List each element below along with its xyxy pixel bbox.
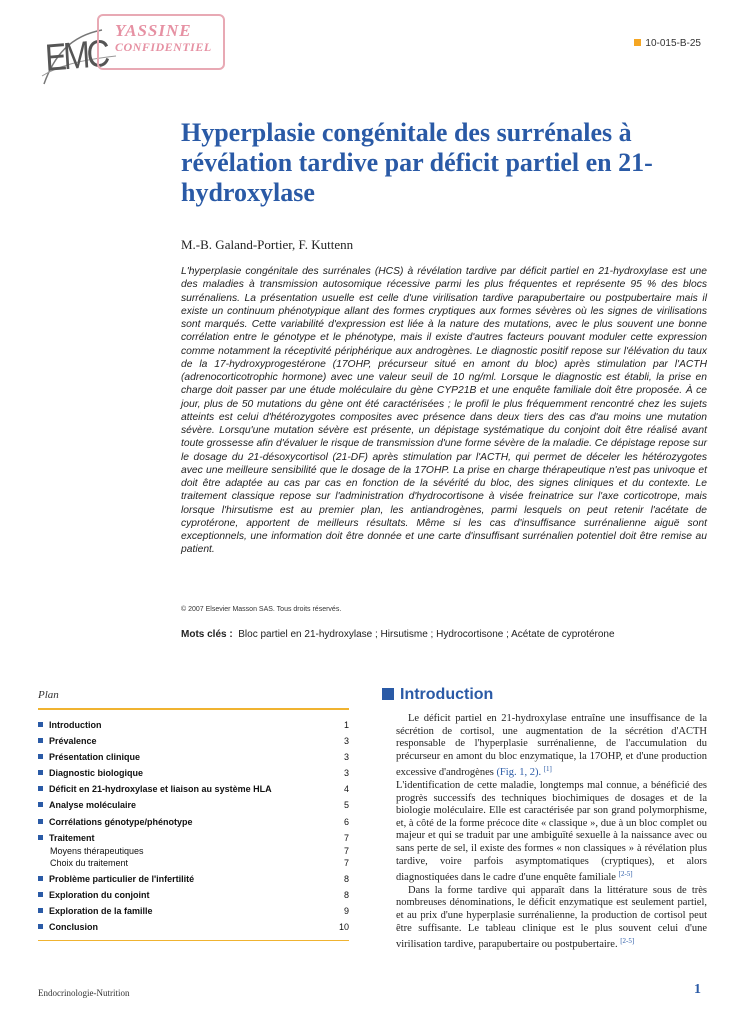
toc-item-conjoint[interactable]: Exploration du conjoint 8 (38, 887, 349, 903)
article-authors: M.-B. Galand-Portier, F. Kuttenn (181, 237, 354, 252)
toc-item-conclusion[interactable]: Conclusion 10 (38, 919, 349, 935)
bullet-icon (38, 802, 43, 807)
plan-bottom-divider (38, 940, 349, 941)
confidential-stamp (97, 14, 225, 70)
toc-item-infertilite[interactable]: Problème particulier de l'infertilité 8 (38, 871, 349, 887)
bullet-icon (38, 754, 43, 759)
bullet-icon (38, 924, 43, 929)
journal-section: Endocrinologie-Nutrition (38, 988, 130, 998)
citation-link[interactable]: [1] (543, 765, 552, 774)
bullet-icon (38, 835, 43, 840)
keywords-label: Mots clés : (181, 629, 233, 640)
copyright-notice: © 2007 Elsevier Masson SAS. Tous droits réservés. (181, 606, 342, 613)
plan-title: Plan (38, 689, 59, 701)
keywords-text: Bloc partiel en 21-hydroxylase ; Hirsutisme ; Hydrocortisone ; Acétate de cyprotérone (238, 629, 615, 640)
introduction-body (396, 713, 707, 952)
bullet-icon (38, 786, 43, 791)
bullet-icon (38, 770, 43, 775)
page-number: 1 (694, 982, 701, 997)
citation-link[interactable]: [2-5] (620, 937, 635, 946)
bullet-icon (38, 908, 43, 913)
stamp-name: YASSINE (115, 21, 192, 40)
toc-item-correlations[interactable]: Corrélations génotype/phénotype 6 (38, 814, 349, 830)
figure-reference-link[interactable]: (Fig. 1, 2). (496, 767, 542, 779)
document-reference (634, 38, 701, 49)
bullet-icon (38, 876, 43, 881)
introduction-heading-text: Introduction (400, 686, 494, 703)
square-bullet-icon (634, 39, 641, 46)
article-title: Hyperplasie congénitale des surrénales à révélation tardive par déficit partiel en 21-hydroxylase (181, 118, 653, 207)
bullet-icon (38, 738, 43, 743)
intro-paragraph-1: Le déficit partiel en 21-hydroxylase entraîne une insuffisance de la sécrétion de cortisol, une augmentation de la sécrétion d'ACTH responsable de l'hyperplasie surrénalienne, de l'accumulation du précurseur en amont du bloc enzymatique, la 17OHP, et d'une production excessive d'androgènes (Fig. 1, 2). [1] L'identification de cette maladie, longtemps mal connue, a bénéficié des progrès successifs des techniques biochimiques de dosages et de la biologie moléculaire. Elle est caractérisée par son grand polymorphisme, et, à côté de la forme précoce dite « classique », due à un bloc complet ou majeur et qui se traduit par une ambiguïté sexuelle à la naissance avec ou sans perte de sel, il existe des formes « non classiques » à révélation plus tardive, voire parfois asymptomatiques (cryptiques), et alors diagnostiquées dans le cadre d'une enquête familiale [2-5] (396, 713, 707, 884)
toc-subitem-moyens[interactable]: Moyens thérapeutiques 7 (50, 845, 349, 856)
bullet-icon (38, 722, 43, 727)
logo-text: EMC (43, 32, 108, 80)
toc-item-introduction[interactable]: Introduction 1 (38, 717, 349, 733)
toc-item-presentation-clinique[interactable]: Présentation clinique 3 (38, 749, 349, 765)
bullet-icon (38, 892, 43, 897)
bullet-icon (38, 819, 43, 824)
stamp-label: CONFIDENTIEL (115, 40, 212, 54)
citation-link[interactable]: [2-5] (618, 870, 633, 879)
toc-subitem-choix[interactable]: Choix du traitement 7 (50, 857, 349, 868)
toc-item-traitement[interactable]: Traitement 7 (38, 832, 349, 845)
toc-item-analyse-moleculaire[interactable]: Analyse moléculaire 5 (38, 797, 349, 813)
introduction-heading (382, 686, 493, 704)
square-heading-icon (382, 688, 394, 700)
toc-item-diagnostic-biologique[interactable]: Diagnostic biologique 3 (38, 765, 349, 781)
article-abstract: L'hyperplasie congénitale des surrénales (HCS) à révélation tardive par déficit partiel en 21-hydroxylase est une des maladies à transmission autosomique récessive parmi les plus fréquentes et représente 95 % des blocs surrénaliens. La présentation usuelle est celle d'une virilisation tardive parapubertaire ou postpubertaire mais il existe un continuum phénotypique allant des formes cryptiques aux formes sévères où les signes de virilisations sont marqués. Cette variabilité d'expression est liée à la nature des mutations, avec le plus souvent une bonne corrélation entre le génotype et le phénotype, mais il existe d'autres facteurs pouvant moduler cette expression comme notamment la réceptivité périphérique aux androgènes. Le diagnostic positif repose sur l'élévation du taux de la 17-hydroxyprogestérone (17OHP, précurseur situé en amont du bloc) après stimulation par l'ACTH (adrenocorticotrophic hormone) avec une valeur seuil de 10 ng/ml. Lorsque le diagnostic est établi, la prise en charge doit passer par une étude moléculaire du gène CYP21B et une enquête familiale doit être proposée. À ce jour, plus de 50 mutations du gène ont été caractérisées ; le profil le plus fréquemment rencontré chez les sujets atteints est celui d'hétérozygotes composites avec présence dans deux tiers des cas d'au moins une mutation sévère. Lorsqu'une mutation sévère est présente, un dépistage systématique du conjoint doit être réalisé avant toute grossesse afin d'évaluer le risque de transmission d'une forme sévère de la maladie. Ce dépistage repose sur le dosage du 21-désoxycortisol (21-DF) après stimulation par l'ACTH, qui permet de déceler les hétérozygotes avec une meilleure sensibilité que le dosage de la 17OHP. La prise en charge thérapeutique n'est pas univoque et doit être adaptée au cas par cas en fonction de la sévérité du bloc, des signes cliniques et du contexte. Le traitement classique repose sur l'administration d'hydrocortisone à visée freinatrice sur l'axe corticotrope, mais lorsque l'hirsutisme est au premier plan, les antiandrogènes, parmi lesquels on peut retenir l'acétate de cyprotérone, apportent de meilleurs résultats. Même si les cas d'insuffisance surrénalienne aiguë sont exceptionnels, une information doit être donnée et une carte d'insuffisant surrénalien potentiel doit être remise au patient. (181, 266, 707, 556)
intro-paragraph-2: Dans la forme tardive qui apparaît dans la littérature sous de très nombreuses dénominations, le déficit enzymatique est seulement partiel, et au prix d'une hyperplasie surrénalienne, la production de cortisol peut être suffisante. Le tableau clinique est le plus souvent celui d'une virilisation tardive, parapubertaire ou postpubertaire. [2-5] (396, 884, 707, 951)
toc-item-hla[interactable]: Déficit en 21-hydroxylase et liaison au système HLA 4 (38, 781, 349, 797)
toc-item-famille[interactable]: Exploration de la famille 9 (38, 903, 349, 919)
document-reference-text: 10-015-B-25 (645, 38, 701, 49)
toc-item-prevalence[interactable]: Prévalence 3 (38, 733, 349, 749)
plan-divider (38, 708, 349, 710)
keywords (181, 629, 615, 640)
table-of-contents (38, 717, 349, 935)
